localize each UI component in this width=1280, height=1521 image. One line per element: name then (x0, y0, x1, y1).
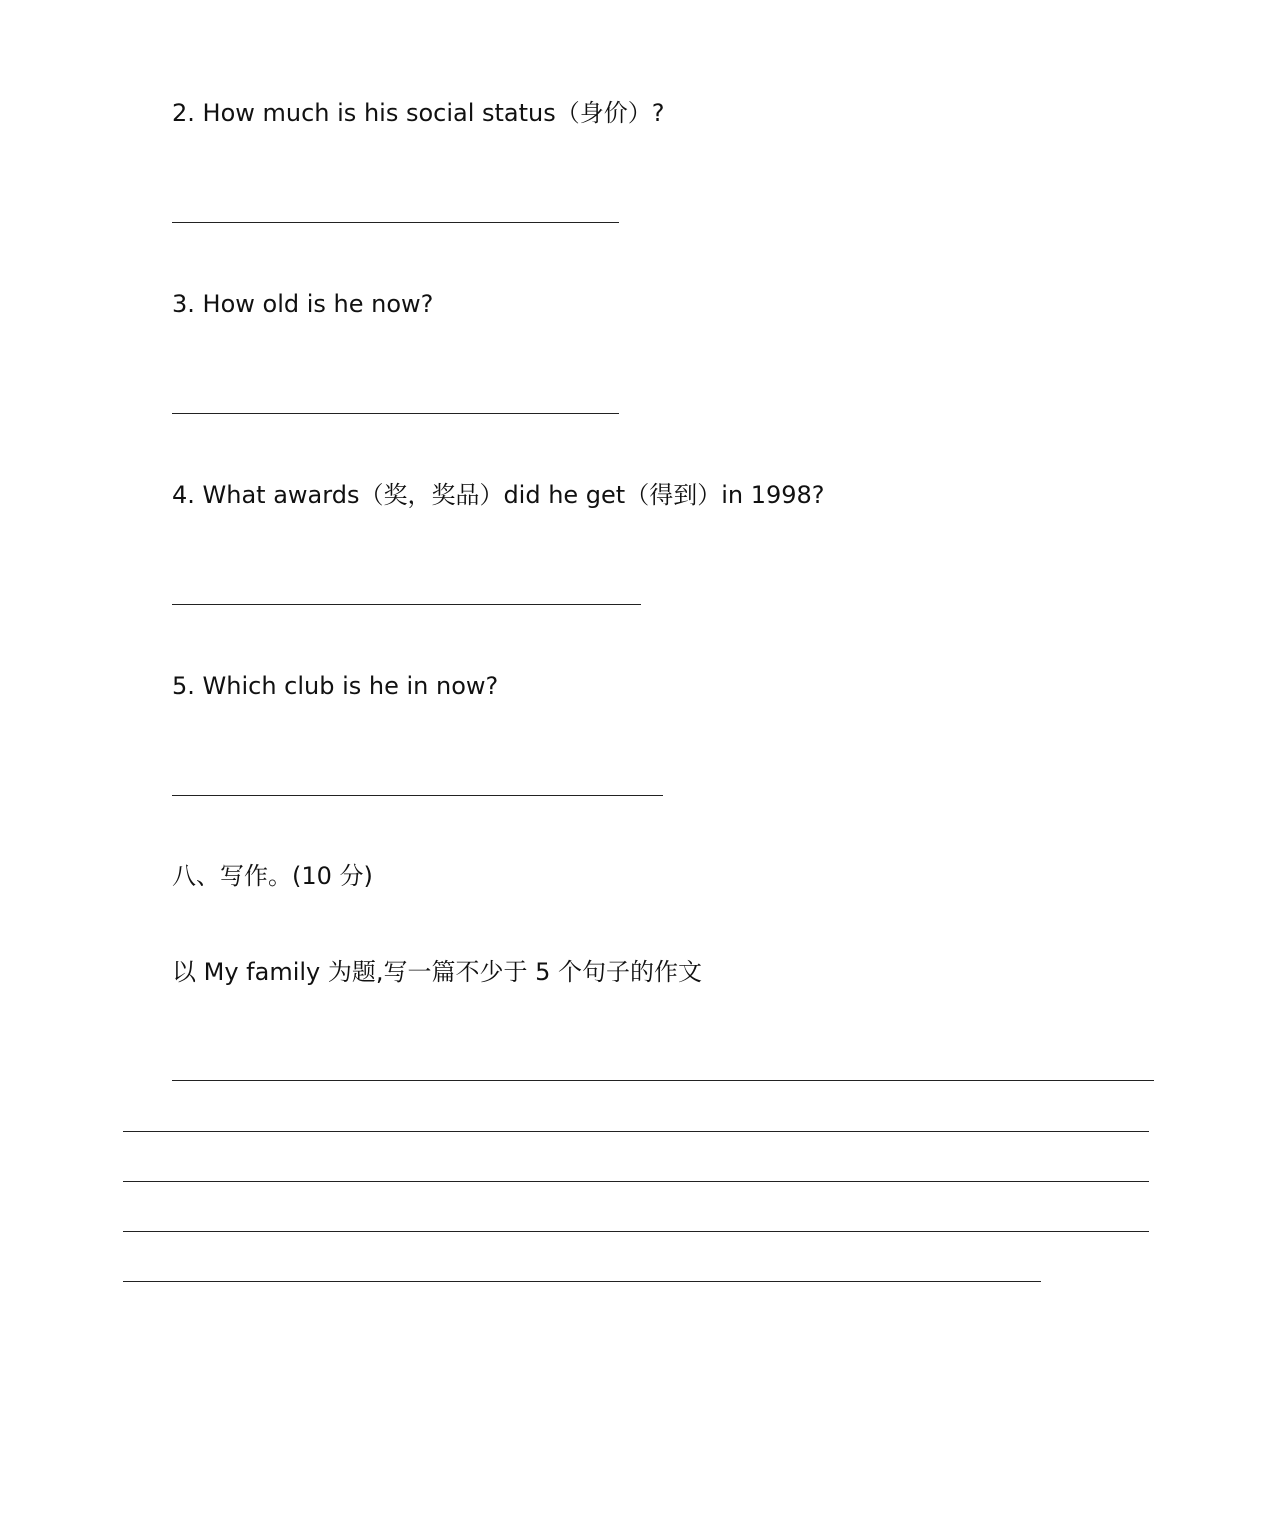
composition-line-3[interactable] (123, 1181, 1149, 1182)
question-4-text: 4. What awards（奖，奖品）did he get（得到）in 1998? (172, 481, 825, 509)
composition-line-4[interactable] (123, 1231, 1149, 1232)
question-2-text: 2. How much is his social status（身价）? (172, 99, 665, 127)
composition-line-2[interactable] (123, 1131, 1149, 1132)
answer-line-question-5[interactable] (172, 795, 663, 796)
answer-line-question-4[interactable] (172, 604, 641, 605)
answer-line-question-2[interactable] (172, 222, 619, 223)
composition-line-1[interactable] (172, 1080, 1154, 1081)
question-5-text: 5. Which club is he in now? (172, 672, 499, 700)
answer-line-question-3[interactable] (172, 413, 619, 414)
question-3-text: 3. How old is he now? (172, 290, 434, 318)
composition-line-5[interactable] (123, 1281, 1041, 1282)
writing-section-heading: 八、写作。(10 分) (172, 862, 373, 890)
writing-prompt: 以 My family 为题,写一篇不少于 5 个句子的作文 (172, 958, 703, 986)
